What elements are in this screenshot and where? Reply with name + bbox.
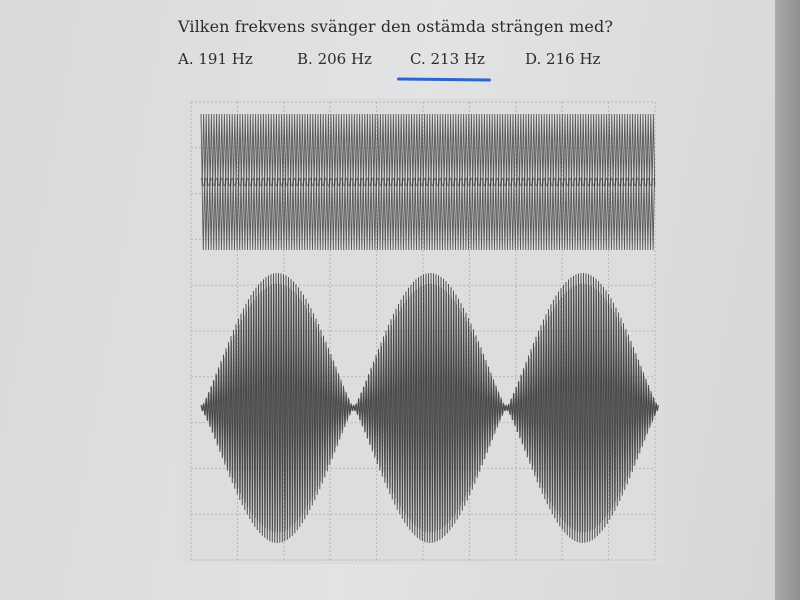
option-c[interactable] <box>410 50 485 68</box>
option-d[interactable] <box>525 50 600 68</box>
option-d-value: 216 Hz <box>546 50 601 68</box>
option-a-letter: A. <box>178 50 194 68</box>
oscilloscope-figure <box>183 98 663 564</box>
question-text: Vilken frekvens svänger den ostämda strängen med? <box>178 17 613 36</box>
answer-pen-underline <box>397 78 491 82</box>
option-b[interactable] <box>297 50 372 68</box>
option-c-value: 213 Hz <box>430 50 485 68</box>
page-edge <box>775 0 800 600</box>
option-a[interactable] <box>178 50 253 68</box>
option-a-value: 191 Hz <box>198 50 253 68</box>
option-c-letter: C. <box>410 50 426 68</box>
option-b-value: 206 Hz <box>317 50 372 68</box>
option-b-letter: B. <box>297 50 313 68</box>
option-d-letter: D. <box>525 50 542 68</box>
